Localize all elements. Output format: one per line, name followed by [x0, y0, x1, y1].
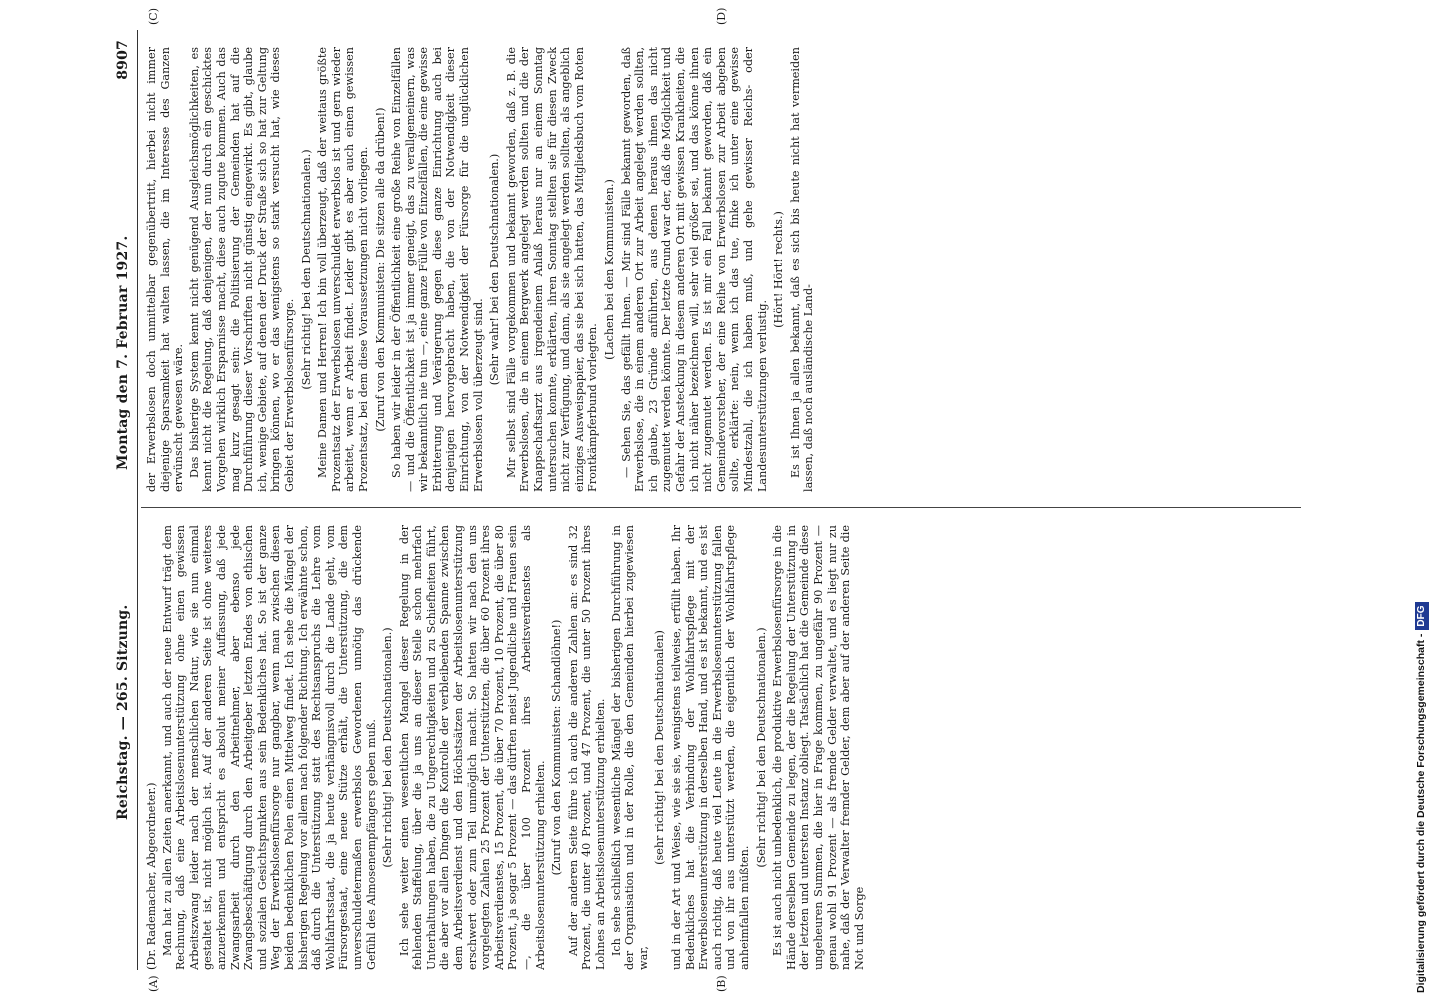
page-number: 8907	[115, 40, 131, 80]
rotated-document-page	[115, 7, 1315, 992]
column-divider	[141, 507, 1301, 508]
interjection: (Sehr richtig! bei den Deutschnationalen.)	[299, 149, 313, 390]
header-rule	[137, 30, 138, 970]
margin-marker-d: (D)	[715, 7, 728, 25]
paragraph: Mir selbst sind Fälle vorgekommen und bekannt geworden, daß z. B. die Erwerbslosen, die in einem Bergwerk angelegt werden sollten und die der Knappschaftsarzt aus irgendeinem Anlaß heraus nur an einem Sonntag untersuchen konnte, erklärten, ihren Sonntag stellten sie für diesen Zweck nicht zur Verfügung, und dann, als sie angelegt werden sollten, als angeblich einziges Ausweispapier, das sie bei sich hatten, das Mitgliedsbuch vom Roten Frontkämpferbund vorlegten.	[504, 47, 600, 492]
interjection: (Sehr wahr! bei den Deutschnationalen.)	[488, 153, 502, 386]
paragraph: — Sehen Sie, das gefällt Ihnen. — Mir sind Fälle bekannt geworden, daß Erwerbslose, die in einem anderen Ort zur Arbeit angelegt werden sollten, ich glaube, 23 Gründe anführten, aus denen heraus ihnen das nicht zugemutet werden könnte. Der letzte Grund war der, daß die Möglichkeit und Gefahr der Ansteckung in diesem anderen Ort mit gewissen Krankheiten, die ich nicht näher bezeichnen will, sehr viel größer sei, und das könne ihnen nicht zugemutet werden. Es ist mir ein Fall bekannt geworden, daß ein Gemeindevorsteher, der eine Reihe von Erwerbslosen zur Arbeit abgeben sollte, erklärte: nein, wenn ich das tue, finke ich unter eine gewisse Mindestzahl, die ich haben muß, und gehe gewisser Reichs- oder Landesunterstützungen verlustig.	[619, 47, 769, 492]
paragraph: Meine Damen und Herren! Ich bin voll überzeugt, daß der weitaus größte Prozentsatz der Erwerbslosen unverschuldet erwerbslos ist und gern wieder arbeitet, wenn er Arbeit findet. Leider gibt es aber auch einen gewissen Prozentsatz, bei dem diese Voraussetzungen nicht vorliegen.	[316, 47, 370, 492]
paragraph: So haben wir leider in der Öffentlichkeit eine große Reihe von Einzelfällen — und die Öffentlichkeit ist ja immer geneigt, das zu verallgemeinern, was wir bekanntlich nie tun —, eine ganze Fülle von Einzelfällen, die eine gewisse Erbitterung und Verärgerung gegen diese ganze Einrichtung auch bei denjenigen hervorgebracht haben, die von der Notwendigkeit dieser Einrichtung, von der Notwendigkeit der Fürsorge für die unglücklichen Erwerbslosen voll überzeugt sind.	[390, 47, 485, 492]
interjection: (Hört! Hört! rechts.)	[772, 211, 786, 328]
credit-text: Digitalisierung gefördert durch die Deutsche Forschungsgemeinschaft -	[1415, 633, 1427, 993]
paragraph: Auf der anderen Seite führe ich auch die anderen Zahlen an: es sind 32 Prozent, die unter 40 Prozent, und 47 Prozent, die unter 50 Prozent ihres Lohnes an Arbeitslosenunterstützung erhielten.	[566, 525, 607, 970]
dfg-logo: DFG	[1415, 603, 1429, 630]
paragraph: Ich sehe weiter einen wesentlichen Mangel dieser Regelung in der fehlenden Staffelung, über die ja uns an dieser Stelle schon mehrfach Unterhaltungen haben, die zu Ungerechtigkeiten und zu Schiefheiten führt, die aber vor allen Dingen die Kontrolle der verbleibenden Spanne zwischen dem Arbeitsverdienst und den Höchstsätzen der Arbeitslosenunterstützung erschwert oder zum Teil unmöglich macht. So hatten wir nach den uns vorgelegten Zahlen 25 Prozent der Unterstützten, die über 60 Prozent ihres Arbeitsverdienstes, 15 Prozent, die über 70 Prozent, 10 Prozent, die über 80 Prozent, ja sogar 5 Prozent — das dürften meist Jugendliche und Frauen sein —, die über 100 Prozent ihres Arbeitsverdienstes als Arbeitslosenunterstützung erhielten.	[397, 525, 547, 970]
paragraph: Es ist Ihnen ja allen bekannt, daß es sich bis heute nicht hat vermeiden lassen, daß noch ausländische Land-	[788, 47, 816, 492]
paragraph: Ich sehe schließlich wesentliche Mängel der bisherigen Durchführung in der Organisation und in der Rolle, die den Gemeinden hierbei zugewiesen war,	[609, 525, 650, 970]
interjection: (Sehr richtig! bei den Deutschnationalen.)	[381, 627, 395, 868]
margin-marker-c: (C)	[147, 8, 160, 25]
right-text-column	[145, 47, 1305, 492]
paragraph: Es ist auch nicht unbedenklich, die produktive Erwerbslosenfürsorge in die Hände derselben Gemeinde zu legen, der die Regelung der Unterstützung in der letzten und untersten Instanz obliegt. Tatsächlich hat die Gemeinde diese ungeheuren Summen, die hier in Frage kommen, zu ungefähr 90 Prozent — genau wohl 91 Prozent — als fremde Gelder verwaltet, und es liegt nur zu nahe, daß der Verwalter fremder Gelder, dem aber auf der anderen Seite die Not und Sorge	[771, 525, 866, 970]
paragraph: (Dr. Rademacher, Abgeordneter.)	[145, 782, 158, 970]
paragraph: und in der Art und Weise, wie sie sie, wenigstens teilweise, erfüllt haben. Ihr Bedenkliches hat die Verbindung der Wohlfahrtspflege mit der Erwerbslosenunterstützung in derselben Hand, und es ist bekannt, und es ist auch richtig, daß heute viel Leute in die Erwerbslosenunterstützung fallen und von ihr aus unterstützt werden, die eigentlich der Wohlfahrtspflege anheimfallen müßten.	[669, 525, 751, 970]
digitization-credit	[1410, 8, 1432, 993]
page-header	[115, 30, 141, 970]
paragraph: Das bisherige System kennt nicht genügend Ausgleichsmöglichkeiten, es kennt nicht die Regelung, daß denjenigen, der nun durch ein geschicktes Vorgehen wirklich Ersparnisse macht, diese auch zugute kommen. Auch das mag kurz gesagt sein: die Politisierung der Gemeinden hat auf die Durchführung dieser Vorschriften nicht günstig eingewirkt. Es gibt, glaube ich, wenige Gebiete, auf denen der Druck der Straße sich so hat zur Geltung bringen können, wo er das wenigstens so stark versucht hat, wie dieses Gebiet der Erwerbslosenfürsorge.	[187, 47, 296, 492]
interjection: (sehr richtig! bei den Deutschnationalen)	[653, 630, 667, 865]
header-date: Montag den 7. Februar 1927.	[115, 235, 131, 470]
margin-marker-b: (B)	[715, 975, 728, 992]
interjection: (Lachen bei den Kommunisten.)	[603, 179, 616, 360]
paragraph: der Erwerbslosen doch unmittelbar gegenübertritt, hierbei nicht immer diejenige Sparsamkeit hat walten lassen, die im Interesse des Ganzen erwünscht gewesen wäre.	[145, 47, 186, 492]
paragraph: Man hat zu allen Zeiten anerkannt, und auch der neue Entwurf trägt dem Rechnung, daß eine Arbeitslosenunterstützung ohne einen gewissen Arbeitszwang leider nach der menschlichen Natur, wie sie nun einmal gestaltet ist, nicht möglich ist. Auf der anderen Seite ist ohne weiteres anzuerkennen und entspricht es absolut meiner Auffassung, daß jede Zwangsarbeit durch den Arbeitnehmer, aber ebenso jede Zwangsbeschäftigung durch den Arbeitgeber letzten Endes von ethischen und sozialen Gesichtspunkten aus sein Bedenkliches hat. So ist der ganze Weg der Erwerbslosenfürsorge nur gangbar, wenn man zwischen diesen beiden bedenklichen Polen einen Mittelweg findet. Ich sehe die Mängel der bisherigen Regelung vor allem nach folgender Richtung. Ich erwähnte schon, daß durch die Unterstützung statt des Rechtsanspruchs die Lehre vom Wohlfahrtsstaat, die ja heute verhängnisvoll durch die Lande geht, vom Fürsorgestaat, eine neue Stütze erhält, die Unterstützung, die dem unverschuldetermaßen erwerbslos Gewordenen unnötig das drückende Gefühl des Almosenempfängers geben muß.	[160, 525, 378, 970]
interjection: (Zuruf von den Kommunisten: Die sitzen alle da drüben!)	[373, 107, 387, 432]
interjection: (Sehr richtig! bei den Deutschnationalen.)	[754, 627, 768, 868]
interjection: (Zuruf von den Kommunisten: Schandlöhne!)	[550, 619, 564, 876]
left-text-column	[145, 525, 1305, 970]
margin-marker-a: (A)	[147, 975, 160, 992]
header-session-title: Reichstag. — 265. Sitzung.	[115, 604, 131, 820]
